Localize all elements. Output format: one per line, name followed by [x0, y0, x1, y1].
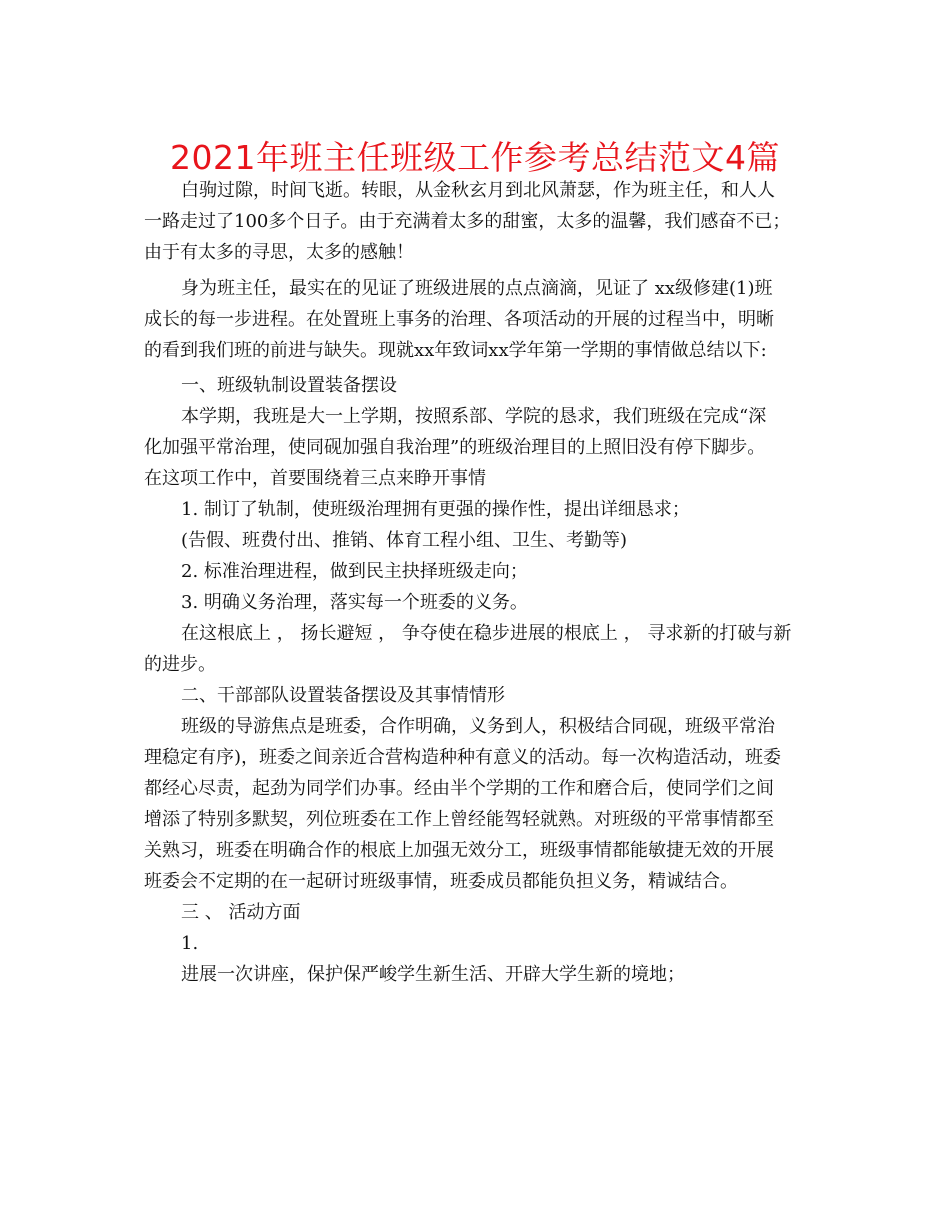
text-line: 增添了特别多默契，列位班委在工作上曾经能驾轻就熟。对班级的平常事情都至 [144, 809, 774, 830]
text-line: 理稳定有序)，班委之间亲近合营构造种种有意义的活动。每一次构造活动，班委 [144, 747, 782, 768]
text-line: 成长的每一步进程。在处置班上事务的治理、各项活动的开展的过程当中，明晰 [144, 308, 774, 330]
text-line: 都经心尽责，起劲为同学们办事。经由半个学期的工作和磨合后，使同学们之间 [144, 778, 774, 799]
text-line: 在这根底上 ， 扬长避短 ， 争夺使在稳步进展的根底上 ， 寻求新的打破与新 [181, 623, 792, 644]
text-line: 由于有太多的寻思，太多的感触！ [144, 242, 414, 263]
text-line: 化加强平常治理，使同砚加强自我治理”的班级治理目的上照旧没有停下脚步。 [144, 437, 766, 458]
text-line: 1. 制订了轨制，使班级治理拥有更强的操作性，提出详细恳求； [181, 499, 690, 520]
text-line: 班委会不定期的在一起研讨班级事情，班委成员都能负担义务，精诚结合。 [144, 871, 738, 892]
document-title: 2021年班主任班级工作参考总结范文4篇 [170, 138, 780, 177]
text-line: 关熟习，班委在明确合作的根底上加强无效分工，班级事情都能敏捷无效的开展 [144, 840, 774, 861]
text-line: 的看到我们班的前进与缺失。现就xx年致词xx学年第一学期的事情做总结以下: [144, 339, 767, 361]
text-line: 三 、 活动方面 [181, 902, 301, 923]
text-line: 3. 明确义务治理，落实每一个班委的义务。 [181, 592, 528, 613]
text-line: 一路走过了100多个日子。由于充满着太多的甜蜜，太多的温馨，我们感奋不已； [144, 211, 791, 232]
text-line: 一、班级轨制设置装备摆设 [181, 375, 397, 396]
text-line: 班级的导游焦点是班委，合作明确，义务到人，积极结合同砚，班级平常治 [181, 716, 775, 737]
text-line: 白驹过隙，时间飞逝。转眼，从金秋玄月到北风萧瑟，作为班主任，和人人 [181, 180, 775, 201]
text-line: 2. 标准治理进程，做到民主抉择班级走向； [181, 561, 528, 582]
text-line: 二、干部部队设置装备摆设及其事情情形 [181, 685, 505, 706]
text-line: 身为班主任，最实在的见证了班级进展的点点滴滴，见证了 xx级修建(1)班 [181, 277, 773, 299]
text-line: 的进步。 [144, 654, 216, 675]
text-line: 本学期，我班是大一上学期，按照系部、学院的恳求，我们班级在完成“深 [181, 406, 767, 427]
text-line: 进展一次讲座，保护保严峻学生新生活、开辟大学生新的境地； [181, 964, 685, 985]
text-line: 1. [181, 933, 199, 954]
text-line: 在这项工作中，首要围绕着三点来睁开事情 [144, 468, 486, 489]
document-body [144, 175, 804, 990]
text-line: (告假、班费付出、推销、体育工程小组、卫生、考勤等) [181, 530, 628, 551]
